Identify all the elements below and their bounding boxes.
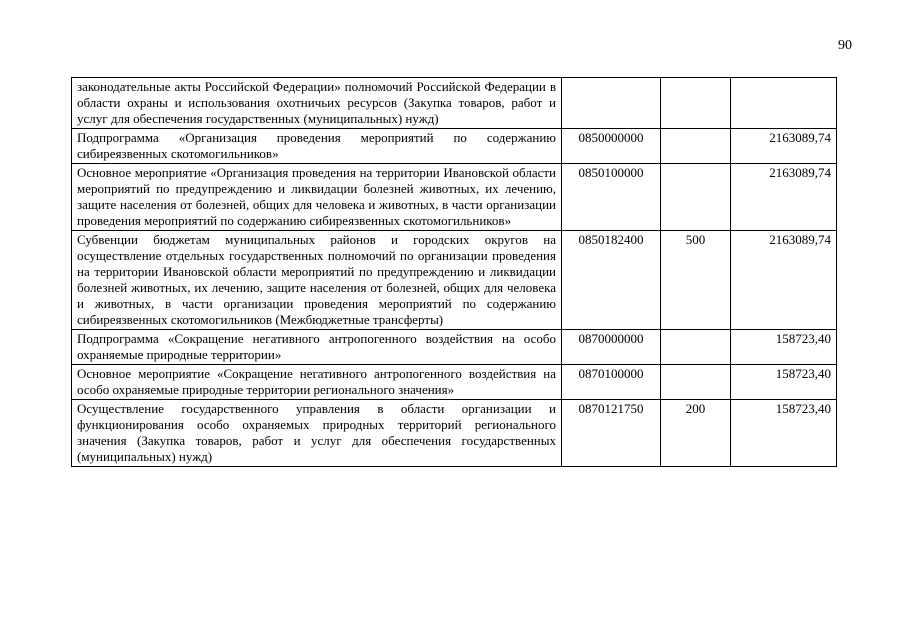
target-article-cell: 0850100000 [562, 164, 661, 231]
target-article-cell: 0870000000 [562, 330, 661, 365]
expense-name-cell: Субвенции бюджетам муниципальных районов и городских округов на осуществление отдельных государственных полномочий по организации проведения на территории Ивановской области мероприятий по предупреждению и ликвидации болезней животных, их лечению, защите населения от болезней, общих для человека и животных, в части организации проведения мероприятий по содержанию сибиреязвенных скотомогильников (Межбюджетные трансферты) [72, 231, 562, 330]
expense-name-cell: Подпрограмма «Сокращение негативного антропогенного воздействия на особо охраняемые природные территории» [72, 330, 562, 365]
expense-type-cell [661, 365, 731, 400]
amount-cell: 158723,40 [731, 400, 837, 467]
amount-cell: 2163089,74 [731, 129, 837, 164]
amount-cell [731, 78, 837, 129]
expense-name-cell: Осуществление государственного управления в области организации и функционирования особо охраняемых природных территорий регионального значения (Закупка товаров, работ и услуг для обеспечения государственных (муниципальных) нужд) [72, 400, 562, 467]
expense-name-cell: Основное мероприятие «Организация проведения на территории Ивановской области мероприятий по предупреждению и ликвидации болезней животных, их лечению, защите населения от болезней, общих для человека и животных, в части организации проведения мероприятий по содержанию сибиреязвенных скотомогильников» [72, 164, 562, 231]
amount-cell: 158723,40 [731, 330, 837, 365]
table-row [72, 231, 837, 330]
table-row [72, 129, 837, 164]
table-row [72, 400, 837, 467]
expense-type-cell [661, 129, 731, 164]
expense-type-cell: 500 [661, 231, 731, 330]
table-row [72, 78, 837, 129]
target-article-cell: 0870100000 [562, 365, 661, 400]
expense-type-cell: 200 [661, 400, 731, 467]
amount-cell: 2163089,74 [731, 164, 837, 231]
target-article-cell: 0870121750 [562, 400, 661, 467]
target-article-cell [562, 78, 661, 129]
target-article-cell: 0850000000 [562, 129, 661, 164]
expense-name-cell: Основное мероприятие «Сокращение негативного антропогенного воздействия на особо охраняемые природные территории регионального значения» [72, 365, 562, 400]
table-row [72, 365, 837, 400]
table-row [72, 164, 837, 231]
amount-cell: 2163089,74 [731, 231, 837, 330]
budget-table [71, 77, 837, 467]
expense-name-cell: законодательные акты Российской Федерации» полномочий Российской Федерации в области охраны и использования охотничьих ресурсов (Закупка товаров, работ и услуг для обеспечения государственных (муниципальных) нужд) [72, 78, 562, 129]
page-number: 90 [838, 38, 852, 53]
expense-type-cell [661, 330, 731, 365]
expense-name-cell: Подпрограмма «Организация проведения мероприятий по содержанию сибиреязвенных скотомогильников» [72, 129, 562, 164]
target-article-cell: 0850182400 [562, 231, 661, 330]
expense-type-cell [661, 164, 731, 231]
table-row [72, 330, 837, 365]
expense-type-cell [661, 78, 731, 129]
amount-cell: 158723,40 [731, 365, 837, 400]
